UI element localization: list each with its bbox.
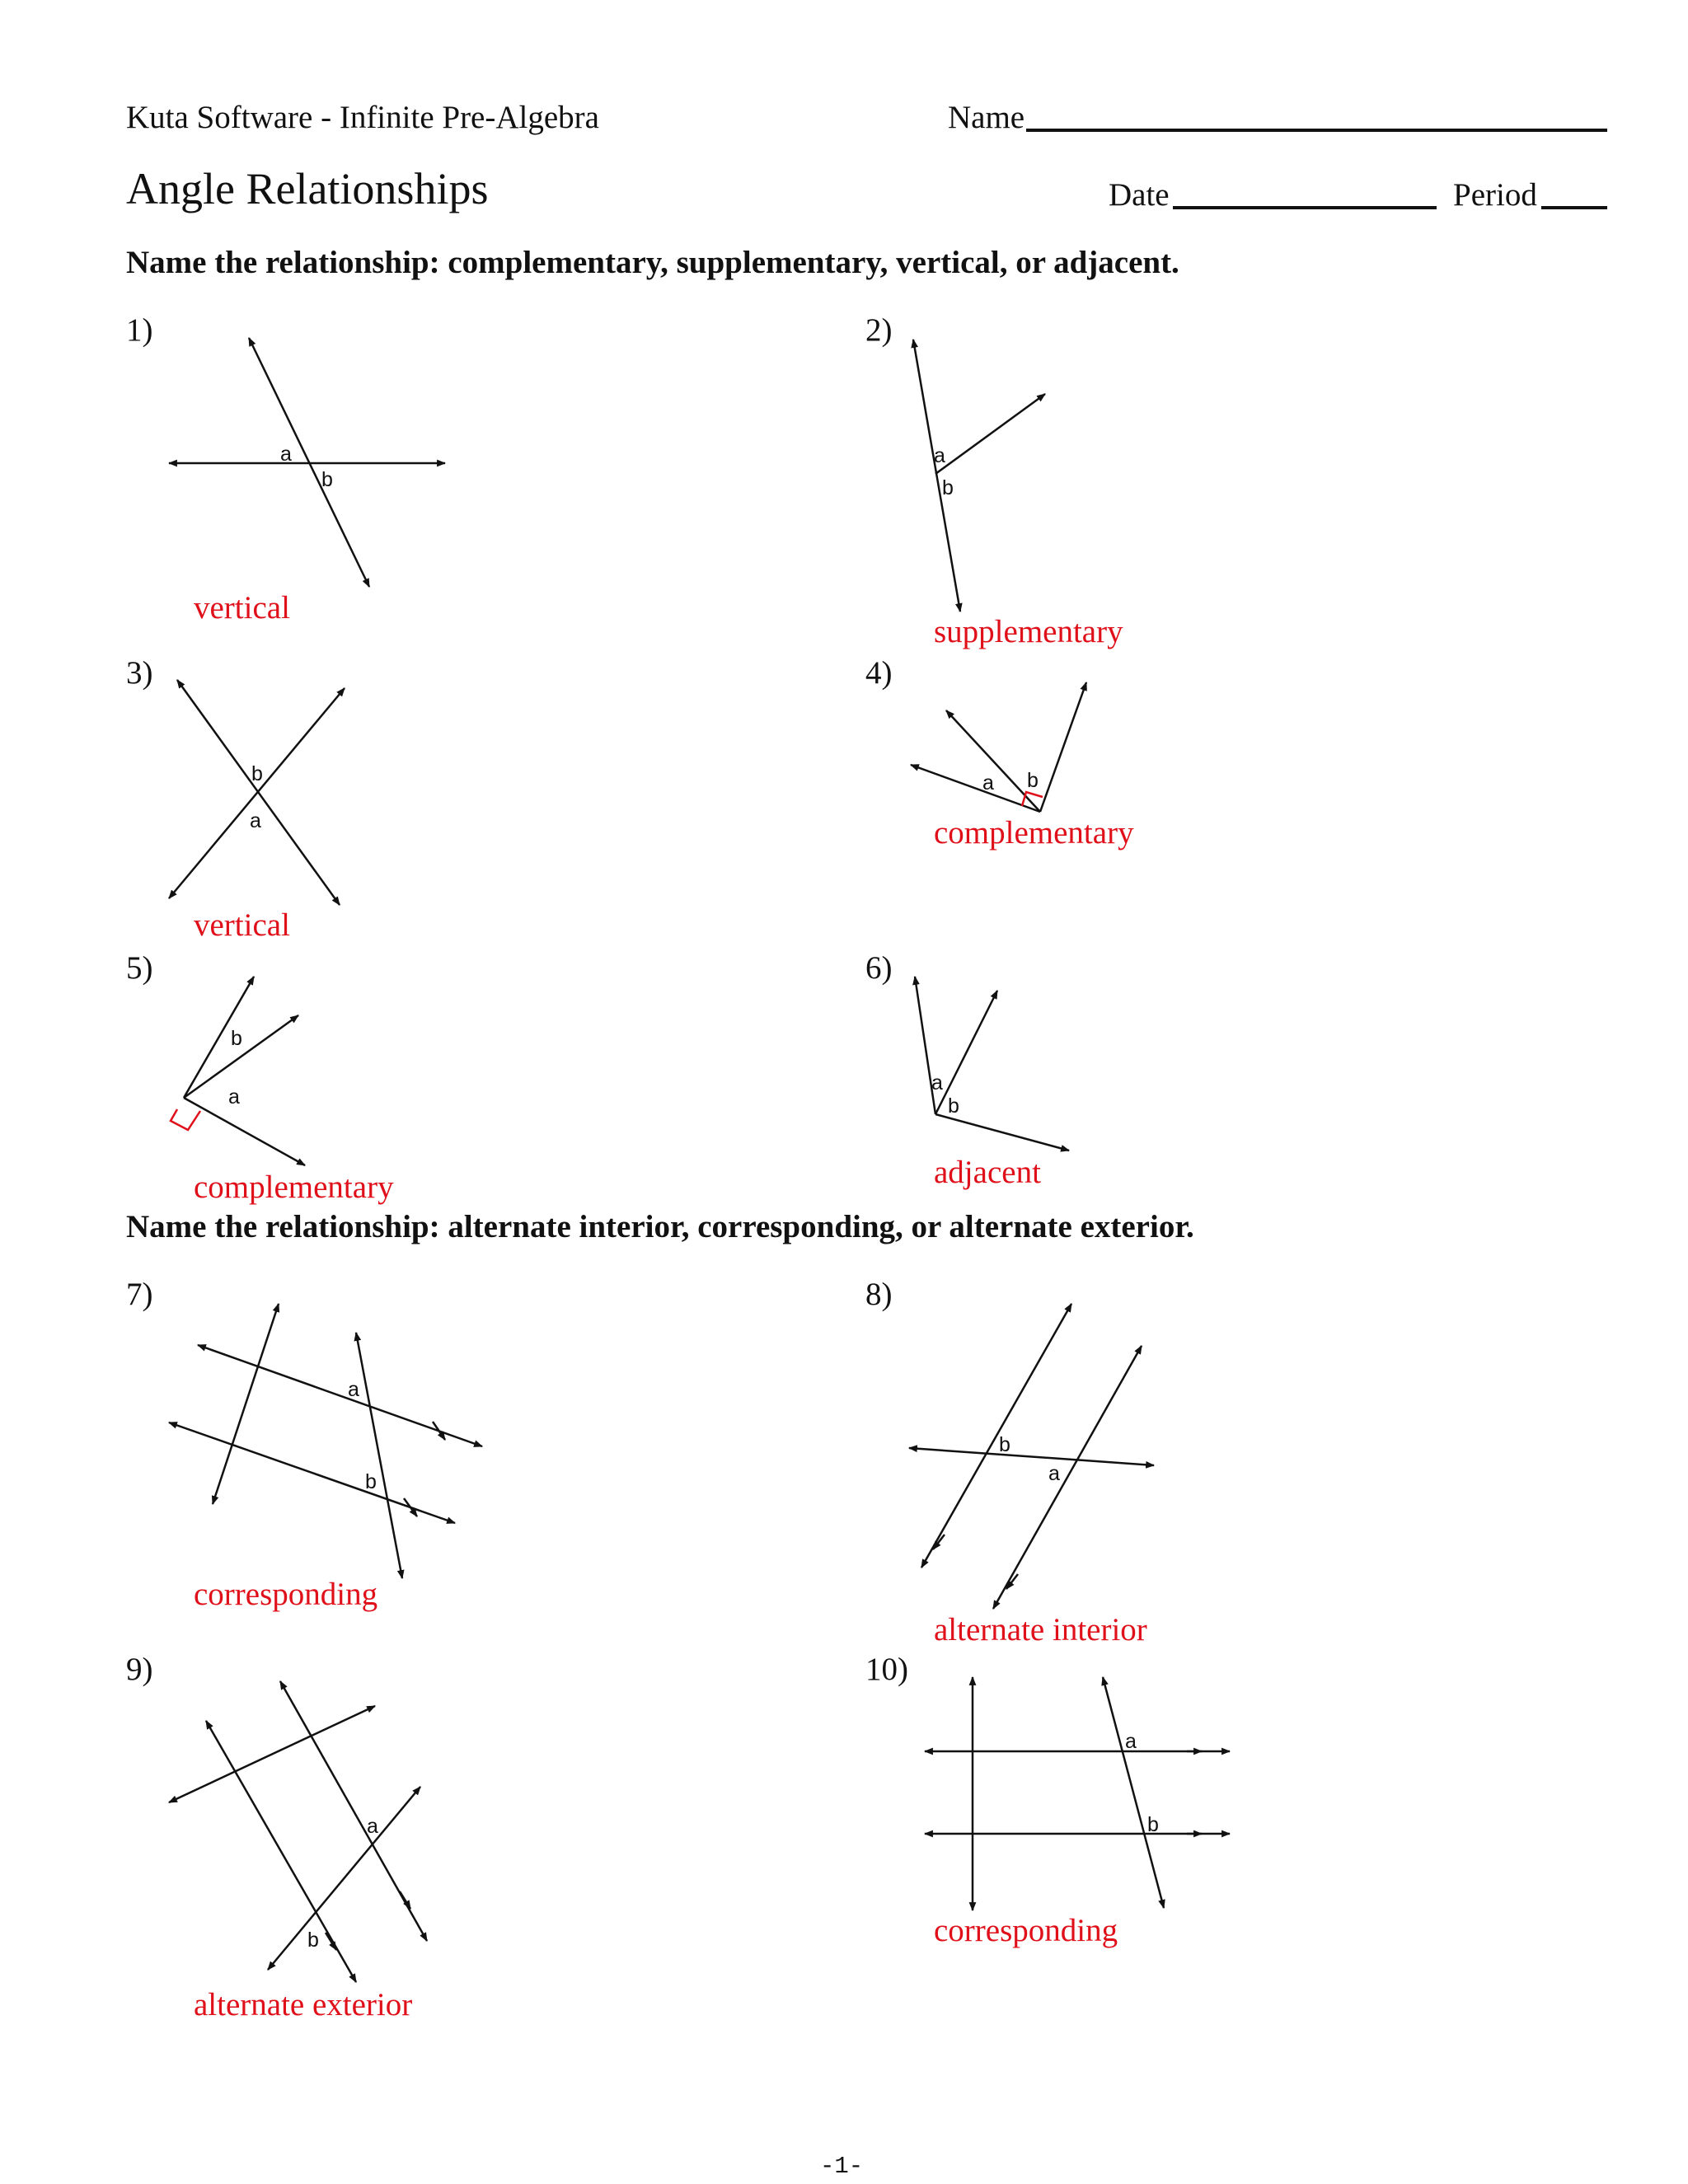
problem-8-number: 8) xyxy=(865,1277,893,1312)
fig4-label-a: a xyxy=(982,771,994,794)
fig8-label-a: a xyxy=(1048,1462,1060,1485)
problem-7-answer: corresponding xyxy=(194,1577,378,1612)
problem-4-number: 4) xyxy=(865,655,893,691)
figure-8 xyxy=(909,1304,1154,1609)
page-title: Angle Relationships xyxy=(126,164,489,213)
date-label: Date xyxy=(1109,177,1170,213)
fig1-label-b: b xyxy=(321,468,333,491)
problem-6-number: 6) xyxy=(865,950,893,986)
fig8-label-b: b xyxy=(999,1433,1010,1456)
problem-2-answer: supplementary xyxy=(934,614,1123,649)
problem-4-answer: complementary xyxy=(934,815,1134,851)
fig7-label-b: b xyxy=(365,1470,377,1493)
period-label: Period xyxy=(1453,177,1537,213)
fig7-label-a: a xyxy=(348,1378,359,1401)
problem-1-answer: vertical xyxy=(194,590,290,626)
fig5-label-a: a xyxy=(228,1085,240,1108)
figure-2 xyxy=(913,340,1045,612)
problem-9-number: 9) xyxy=(126,1652,153,1687)
fig1-label-a: a xyxy=(280,443,292,466)
figure-7 xyxy=(169,1304,482,1578)
problem-7-number: 7) xyxy=(126,1277,153,1312)
section-1-instruction: Name the relationship: complementary, supplementary, vertical, or adjacent. xyxy=(126,245,1179,280)
fig6-label-a: a xyxy=(931,1071,943,1094)
publisher-line: Kuta Software - Infinite Pre-Algebra xyxy=(126,100,599,135)
figure-3 xyxy=(169,680,345,905)
problem-6-answer: adjacent xyxy=(934,1155,1041,1190)
fig6-label-b: b xyxy=(948,1094,959,1118)
problem-5-answer: complementary xyxy=(194,1169,394,1205)
fig9-label-a: a xyxy=(367,1815,378,1838)
problem-5-number: 5) xyxy=(126,950,153,986)
problem-3-number: 3) xyxy=(126,655,153,691)
figure-4 xyxy=(911,682,1086,812)
fig5-label-b: b xyxy=(231,1027,242,1050)
page-number: -1- xyxy=(820,2153,864,2180)
section-2-instruction: Name the relationship: alternate interior, corresponding, or alternate exterior. xyxy=(126,1209,1194,1244)
figure-9 xyxy=(169,1681,427,1982)
problem-8-answer: alternate interior xyxy=(934,1612,1147,1647)
problem-9-answer: alternate exterior xyxy=(194,1987,413,2022)
problem-1-number: 1) xyxy=(126,312,153,348)
figure-5 xyxy=(171,977,305,1165)
problem-10-number: 10) xyxy=(865,1652,908,1687)
fig2-label-b: b xyxy=(942,476,954,499)
fig10-label-a: a xyxy=(1125,1730,1137,1753)
fig9-label-b: b xyxy=(307,1929,319,1952)
fig4-label-b: b xyxy=(1027,769,1039,792)
fig3-label-a: a xyxy=(250,809,261,832)
problem-3-answer: vertical xyxy=(194,907,290,943)
fig2-label-a: a xyxy=(934,444,945,467)
figure-6 xyxy=(915,977,1069,1151)
figure-1 xyxy=(169,338,445,587)
fig10-label-b: b xyxy=(1147,1813,1159,1836)
fig3-label-b: b xyxy=(251,762,263,785)
name-label: Name xyxy=(948,100,1025,135)
figure-10 xyxy=(925,1677,1230,1910)
problem-2-number: 2) xyxy=(865,312,893,348)
problem-10-answer: corresponding xyxy=(934,1913,1118,1948)
